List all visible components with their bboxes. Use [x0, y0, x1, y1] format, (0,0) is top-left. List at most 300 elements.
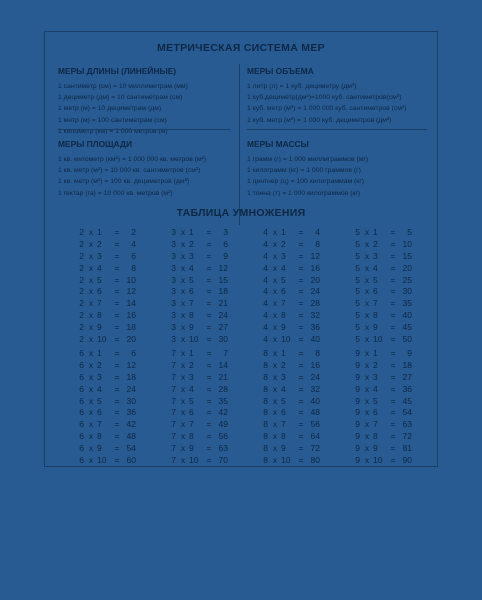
- product: 8: [315, 348, 320, 358]
- product: 18: [218, 286, 228, 297]
- product: 28: [218, 383, 228, 394]
- multiplicand: 7: [171, 407, 176, 418]
- product: 15: [402, 250, 412, 261]
- product: 6: [131, 250, 136, 261]
- equals-sign: =: [298, 371, 304, 382]
- multiplication-row: [76, 419, 140, 431]
- multiplier: 1: [189, 348, 194, 358]
- equals-sign: =: [298, 407, 304, 418]
- multiplication-row: [260, 455, 324, 467]
- multiplicand: 2: [79, 262, 84, 273]
- product: 42: [218, 407, 228, 418]
- equals-sign: =: [390, 395, 396, 406]
- multiplicand: 3: [171, 286, 176, 297]
- times-sign: x: [272, 250, 278, 261]
- multiplier: 5: [189, 395, 194, 406]
- times-sign: x: [364, 262, 370, 273]
- multiplier: 6: [97, 407, 102, 418]
- multiplicand: 5: [355, 298, 360, 309]
- page-title: МЕТРИЧЕСКАЯ СИСТЕМА МЕР: [157, 42, 325, 54]
- times-sign: x: [272, 227, 278, 237]
- equals-sign: =: [298, 310, 304, 321]
- product: 6: [131, 348, 136, 358]
- product: 4: [315, 227, 320, 237]
- multiplier: 3: [373, 371, 378, 382]
- multiplier: 9: [189, 322, 194, 333]
- multiplier: 10: [373, 455, 383, 466]
- product: 27: [218, 322, 228, 333]
- equals-sign: =: [390, 250, 396, 261]
- times-sign: x: [364, 455, 370, 466]
- times-sign: x: [88, 383, 94, 394]
- times-sign: x: [272, 371, 278, 382]
- multiplication-row: [168, 372, 232, 384]
- length-line: 1 сантиметр (см) = 10 миллиметрам (мм): [58, 83, 188, 90]
- times-sign: x: [180, 262, 186, 273]
- multiplication-row: [352, 286, 416, 298]
- multiplication-row: [168, 227, 232, 239]
- multiplicand: 9: [355, 395, 360, 406]
- multiplication-title: ТАБЛИЦА УМНОЖЕНИЯ: [176, 207, 306, 219]
- multiplier: 4: [189, 262, 194, 273]
- equals-sign: =: [298, 455, 304, 466]
- multiplier: 2: [373, 359, 378, 370]
- volume-line: 1 литр (л) = 1 куб. дециметру (дм³): [247, 83, 357, 90]
- multiplication-row: [352, 348, 416, 360]
- product: 60: [126, 455, 136, 466]
- multiplicand: 4: [263, 298, 268, 309]
- multiplier: 8: [281, 431, 286, 442]
- product: 18: [402, 359, 412, 370]
- equals-sign: =: [298, 419, 304, 430]
- multiplication-block: [352, 227, 416, 346]
- multiplier: 7: [189, 298, 194, 309]
- multiplication-row: [260, 372, 324, 384]
- equals-sign: =: [206, 359, 212, 370]
- multiplication-row: [168, 286, 232, 298]
- product: 48: [126, 431, 136, 442]
- multiplier: 9: [373, 322, 378, 333]
- multiplicand: 7: [171, 419, 176, 430]
- multiplication-row: [76, 227, 140, 239]
- equals-sign: =: [298, 286, 304, 297]
- equals-sign: =: [114, 334, 120, 345]
- multiplier: 7: [97, 419, 102, 430]
- times-sign: x: [272, 348, 278, 358]
- equals-sign: =: [114, 286, 120, 297]
- times-sign: x: [364, 359, 370, 370]
- multiplicand: 3: [171, 238, 176, 249]
- multiplicand: 3: [171, 262, 176, 273]
- multiplier: 4: [281, 383, 286, 394]
- product: 64: [310, 431, 320, 442]
- equals-sign: =: [390, 334, 396, 345]
- product: 30: [402, 286, 412, 297]
- multiplicand: 6: [79, 443, 84, 454]
- multiplier: 3: [281, 250, 286, 261]
- equals-sign: =: [114, 407, 120, 418]
- times-sign: x: [272, 286, 278, 297]
- equals-sign: =: [206, 431, 212, 442]
- times-sign: x: [364, 238, 370, 249]
- times-sign: x: [364, 407, 370, 418]
- multiplicand: 4: [263, 334, 268, 345]
- times-sign: x: [272, 443, 278, 454]
- multiplicand: 9: [355, 443, 360, 454]
- multiplication-row: [76, 455, 140, 467]
- multiplier: 6: [97, 286, 102, 297]
- equals-sign: =: [206, 250, 212, 261]
- multiplier: 2: [97, 238, 102, 249]
- multiplication-row: [168, 431, 232, 443]
- multiplier: 9: [373, 443, 378, 454]
- multiplicand: 5: [355, 250, 360, 261]
- multiplication-row: [352, 227, 416, 239]
- times-sign: x: [88, 298, 94, 309]
- multiplier: 10: [189, 334, 199, 345]
- equals-sign: =: [390, 359, 396, 370]
- equals-sign: =: [206, 419, 212, 430]
- product: 56: [310, 419, 320, 430]
- equals-sign: =: [206, 371, 212, 382]
- equals-sign: =: [390, 227, 396, 237]
- multiplication-row: [352, 407, 416, 419]
- equals-sign: =: [114, 383, 120, 394]
- multiplication-row: [76, 384, 140, 396]
- multiplier: 8: [97, 431, 102, 442]
- multiplier: 1: [373, 348, 378, 358]
- multiplication-row: [76, 372, 140, 384]
- multiplicand: 8: [263, 419, 268, 430]
- multiplicand: 9: [355, 431, 360, 442]
- equals-sign: =: [114, 262, 120, 273]
- times-sign: x: [272, 334, 278, 345]
- times-sign: x: [88, 322, 94, 333]
- product: 20: [310, 274, 320, 285]
- equals-sign: =: [206, 334, 212, 345]
- equals-sign: =: [206, 322, 212, 333]
- multiplicand: 6: [79, 359, 84, 370]
- multiplicand: 9: [355, 407, 360, 418]
- multiplication-row: [260, 310, 324, 322]
- product: 63: [402, 419, 412, 430]
- multiplication-row: [260, 275, 324, 287]
- multiplication-row: [260, 251, 324, 263]
- equals-sign: =: [298, 348, 304, 358]
- multiplication-block: [76, 348, 140, 467]
- product: 14: [218, 359, 228, 370]
- times-sign: x: [180, 322, 186, 333]
- multiplication-row: [352, 443, 416, 455]
- multiplicand: 3: [171, 298, 176, 309]
- multiplier: 5: [189, 274, 194, 285]
- multiplier: 9: [281, 443, 286, 454]
- equals-sign: =: [390, 443, 396, 454]
- volume-line: 1 куб. метр (м³) = 1 000 000 куб. сантиметров (см³): [247, 105, 407, 113]
- multiplicand: 2: [79, 334, 84, 345]
- multiplication-row: [260, 263, 324, 275]
- equals-sign: =: [390, 238, 396, 249]
- multiplier: 5: [281, 274, 286, 285]
- multiplication-row: [76, 322, 140, 334]
- times-sign: x: [272, 395, 278, 406]
- multiplication-row: [76, 360, 140, 372]
- multiplier: 4: [373, 383, 378, 394]
- section-divider-right: [247, 129, 427, 130]
- multiplier: 1: [281, 348, 286, 358]
- multiplicand: 7: [171, 443, 176, 454]
- equals-sign: =: [206, 227, 212, 237]
- times-sign: x: [180, 395, 186, 406]
- product: 4: [131, 238, 136, 249]
- product: 72: [310, 443, 320, 454]
- product: 5: [407, 227, 412, 237]
- multiplicand: 7: [171, 383, 176, 394]
- equals-sign: =: [206, 407, 212, 418]
- multiplication-row: [168, 322, 232, 334]
- times-sign: x: [180, 407, 186, 418]
- multiplier: 5: [281, 395, 286, 406]
- multiplication-row: [168, 251, 232, 263]
- equals-sign: =: [206, 455, 212, 466]
- multiplicand: 5: [355, 334, 360, 345]
- product: 28: [310, 298, 320, 309]
- equals-sign: =: [390, 455, 396, 466]
- multiplier: 6: [373, 407, 378, 418]
- multiplication-row: [352, 419, 416, 431]
- product: 21: [218, 298, 228, 309]
- multiplication-row: [168, 384, 232, 396]
- equals-sign: =: [206, 383, 212, 394]
- multiplicand: 2: [79, 250, 84, 261]
- product: 49: [218, 419, 228, 430]
- multiplication-row: [168, 298, 232, 310]
- equals-sign: =: [206, 262, 212, 273]
- multiplier: 4: [189, 383, 194, 394]
- product: 35: [402, 298, 412, 309]
- equals-sign: =: [298, 334, 304, 345]
- multiplication-block: [260, 348, 324, 467]
- multiplier: 10: [281, 334, 291, 345]
- multiplicand: 9: [355, 419, 360, 430]
- product: 45: [402, 322, 412, 333]
- product: 8: [131, 262, 136, 273]
- multiplication-row: [168, 396, 232, 408]
- times-sign: x: [364, 227, 370, 237]
- multiplication-row: [352, 322, 416, 334]
- product: 50: [402, 334, 412, 345]
- multiplication-row: [352, 396, 416, 408]
- times-sign: x: [364, 310, 370, 321]
- equals-sign: =: [390, 348, 396, 358]
- equals-sign: =: [206, 298, 212, 309]
- equals-sign: =: [114, 250, 120, 261]
- times-sign: x: [180, 286, 186, 297]
- multiplicand: 8: [263, 395, 268, 406]
- multiplicand: 6: [79, 371, 84, 382]
- product: 24: [310, 286, 320, 297]
- product: 21: [218, 371, 228, 382]
- times-sign: x: [88, 371, 94, 382]
- mass-section-title: МЕРЫ МАССЫ: [247, 139, 309, 149]
- equals-sign: =: [114, 443, 120, 454]
- product: 30: [126, 395, 136, 406]
- equals-sign: =: [114, 359, 120, 370]
- multiplier: 3: [97, 371, 102, 382]
- equals-sign: =: [298, 383, 304, 394]
- multiplication-row: [76, 348, 140, 360]
- times-sign: x: [88, 334, 94, 345]
- multiplier: 4: [97, 262, 102, 273]
- multiplier: 5: [373, 274, 378, 285]
- multiplier: 10: [97, 334, 107, 345]
- product: 10: [126, 274, 136, 285]
- area-lines: [58, 154, 206, 199]
- times-sign: x: [88, 348, 94, 358]
- product: 18: [126, 371, 136, 382]
- area-line: 1 гектар (га) = 10 000 кв. метров (м²): [58, 189, 173, 197]
- times-sign: x: [88, 227, 94, 237]
- multiplication-row: [260, 286, 324, 298]
- product: 8: [315, 238, 320, 249]
- times-sign: x: [180, 334, 186, 345]
- multiplier: 9: [189, 443, 194, 454]
- multiplication-row: [260, 384, 324, 396]
- multiplier: 10: [373, 334, 383, 345]
- product: 14: [126, 298, 136, 309]
- times-sign: x: [272, 431, 278, 442]
- section-divider-vertical: [239, 64, 240, 225]
- multiplicand: 9: [355, 359, 360, 370]
- multiplication-block: [352, 348, 416, 467]
- multiplier: 1: [373, 227, 378, 237]
- times-sign: x: [88, 310, 94, 321]
- multiplicand: 9: [355, 455, 360, 466]
- multiplication-row: [352, 334, 416, 346]
- multiplier: 10: [189, 455, 199, 466]
- multiplier: 3: [189, 250, 194, 261]
- multiplication-row: [76, 334, 140, 346]
- product: 40: [310, 334, 320, 345]
- multiplier: 1: [97, 227, 102, 237]
- times-sign: x: [272, 262, 278, 273]
- equals-sign: =: [390, 431, 396, 442]
- multiplier: 8: [189, 431, 194, 442]
- product: 12: [126, 286, 136, 297]
- equals-sign: =: [390, 322, 396, 333]
- multiplication-row: [260, 334, 324, 346]
- multiplicand: 9: [355, 371, 360, 382]
- multiplication-row: [352, 455, 416, 467]
- multiplicand: 6: [79, 419, 84, 430]
- multiplication-row: [76, 431, 140, 443]
- multiplier: 9: [97, 322, 102, 333]
- product: 24: [310, 371, 320, 382]
- multiplier: 7: [281, 298, 286, 309]
- multiplicand: 2: [79, 227, 84, 237]
- multiplication-row: [168, 407, 232, 419]
- multiplier: 7: [281, 419, 286, 430]
- multiplicand: 6: [79, 395, 84, 406]
- times-sign: x: [364, 395, 370, 406]
- multiplication-row: [76, 396, 140, 408]
- multiplier: 4: [97, 383, 102, 394]
- multiplication-row: [168, 348, 232, 360]
- multiplicand: 3: [171, 227, 176, 237]
- multiplication-row: [168, 263, 232, 275]
- multiplication-block: [168, 227, 232, 346]
- multiplier: 4: [373, 262, 378, 273]
- product: 20: [402, 262, 412, 273]
- multiplier: 6: [373, 286, 378, 297]
- multiplier: 1: [97, 348, 102, 358]
- multiplier: 7: [97, 298, 102, 309]
- multiplier: 6: [281, 407, 286, 418]
- product: 35: [218, 395, 228, 406]
- multiplicand: 4: [263, 322, 268, 333]
- mass-line: 1 центнер (ц) = 100 килограммам (кг): [247, 178, 365, 186]
- multiplication-block: [260, 227, 324, 346]
- multiplication-row: [352, 251, 416, 263]
- multiplication-row: [352, 263, 416, 275]
- multiplier: 9: [281, 322, 286, 333]
- multiplicand: 5: [355, 227, 360, 237]
- equals-sign: =: [298, 262, 304, 273]
- multiplier: 6: [189, 286, 194, 297]
- multiplication-row: [76, 263, 140, 275]
- multiplicand: 7: [171, 395, 176, 406]
- multiplicand: 7: [171, 455, 176, 466]
- times-sign: x: [88, 455, 94, 466]
- equals-sign: =: [390, 286, 396, 297]
- multiplication-row: [352, 298, 416, 310]
- multiplier: 10: [281, 455, 291, 466]
- multiplication-row: [260, 322, 324, 334]
- equals-sign: =: [114, 310, 120, 321]
- volume-lines: [247, 81, 407, 126]
- equals-sign: =: [298, 395, 304, 406]
- multiplication-row: [76, 298, 140, 310]
- times-sign: x: [364, 334, 370, 345]
- multiplier: 8: [189, 310, 194, 321]
- equals-sign: =: [298, 227, 304, 237]
- times-sign: x: [88, 431, 94, 442]
- product: 24: [126, 383, 136, 394]
- multiplication-row: [76, 286, 140, 298]
- area-line: 1 кв. метр (м²) = 100 кв. дециметров (дм²): [58, 178, 190, 186]
- product: 81: [402, 443, 412, 454]
- multiplier: 3: [189, 371, 194, 382]
- multiplicand: 2: [79, 274, 84, 285]
- mass-line: 1 грамм (г) = 1 000 миллиграммов (мг): [247, 156, 369, 163]
- multiplication-row: [168, 334, 232, 346]
- multiplication-row: [260, 239, 324, 251]
- multiplier: 3: [97, 250, 102, 261]
- multiplier: 7: [373, 419, 378, 430]
- multiplicand: 5: [355, 274, 360, 285]
- length-line: 1 дециметр (дм) = 10 сантиметрам (см): [58, 94, 183, 102]
- multiplicand: 5: [355, 310, 360, 321]
- multiplicand: 7: [171, 359, 176, 370]
- times-sign: x: [364, 431, 370, 442]
- times-sign: x: [364, 298, 370, 309]
- multiplication-row: [76, 443, 140, 455]
- times-sign: x: [272, 310, 278, 321]
- multiplicand: 4: [263, 274, 268, 285]
- product: 2: [131, 227, 136, 237]
- times-sign: x: [180, 359, 186, 370]
- times-sign: x: [364, 443, 370, 454]
